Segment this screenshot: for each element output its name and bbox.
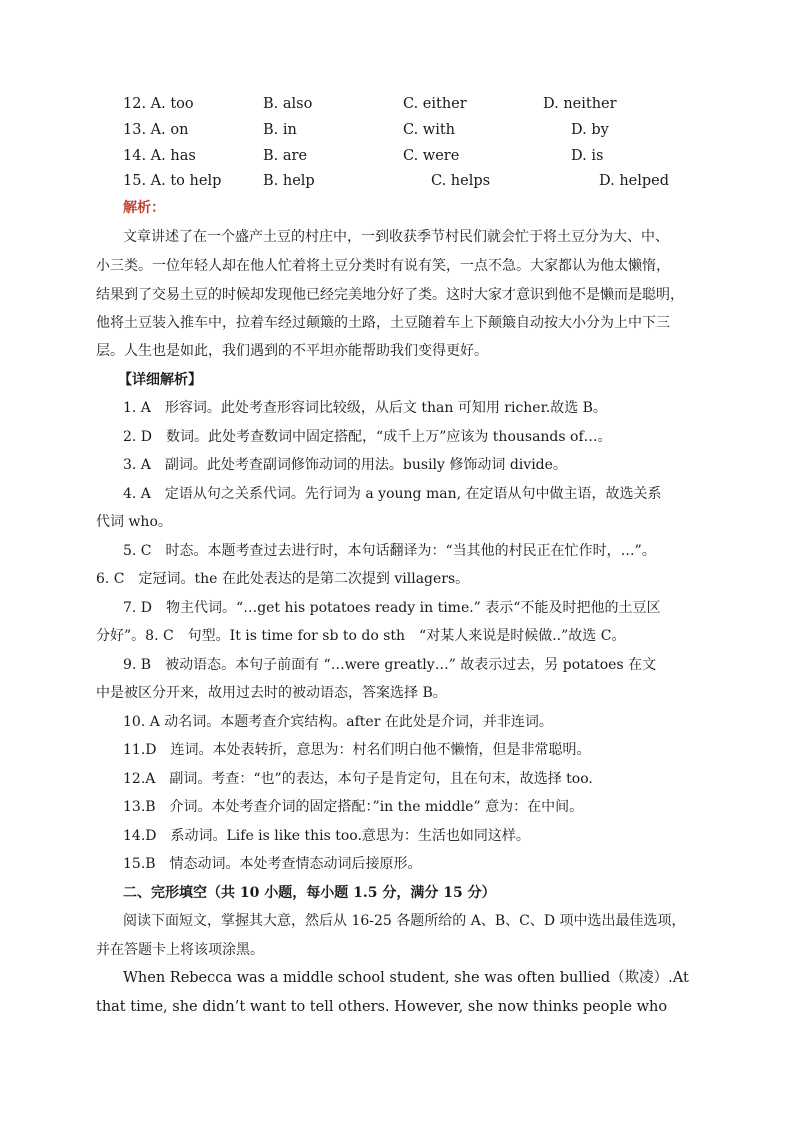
- instruction-line-1: 阅读下面短文，掌握其大意，然后从 16-25 各题所给的 A、B、C、D 项中选出最佳选项，: [123, 913, 686, 929]
- option-a: 13. A. on: [123, 122, 189, 138]
- answer-4-cont: 代词 who。: [96, 514, 172, 530]
- answer-12: 12.A 副词。考查：“也”的表达，本句子是肯定句，且在句末，故选择 too.: [123, 771, 593, 787]
- answer-11: 11.D 连词。本处表转折，意思为：村名们明白他不懒惰，但是非常聪明。: [123, 742, 591, 758]
- answer-10: 10. A 动名词。本题考查介宾结构。after 在此处是介词，并非连词。: [123, 714, 553, 730]
- option-c: C. helps: [431, 173, 491, 189]
- option-c: C. either: [403, 96, 467, 112]
- answer-15: 15.B 情态动词。本处考查情态动词后接原形。: [123, 856, 422, 872]
- answer-9-cont: 中是被区分开来，故用过去时的被动语态，答案选择 B。: [96, 685, 447, 701]
- option-b: B. also: [263, 96, 313, 112]
- option-d: D. neither: [543, 96, 617, 112]
- option-d: D. helped: [599, 173, 670, 189]
- option-b: B. in: [263, 122, 297, 138]
- passage-line-2: that time, she didn’t want to tell others. However, she now thinks people who: [96, 999, 668, 1015]
- option-a: 15. A. to help: [123, 173, 222, 189]
- answer-2: 2. D 数词。此处考查数词中固定搭配，“成千上万”应该为 thousands of…。: [123, 429, 612, 445]
- summary-line-2: 小三类。一位年轻人却在他人忙着将土豆分类时有说有笑，一点不急。大家都认为他太懒惰，: [96, 258, 670, 274]
- option-b: B. are: [263, 148, 308, 164]
- section-heading: 二、完形填空（共 10 小题，每小题 1.5 分，满分 15 分）: [123, 885, 496, 901]
- option-a: 14. A. has: [123, 148, 196, 164]
- option-d: D. is: [571, 148, 604, 164]
- option-a: 12. A. too: [123, 96, 194, 112]
- answer-1: 1. A 形容词。此处考查形容词比较级，从后文 than 可知用 richer.故选 B。: [123, 400, 607, 416]
- option-c: C. with: [403, 122, 456, 138]
- answer-4: 4. A 定语从句之关系代词。先行词为 a young man, 在定语从句中做主语，故选关系: [123, 486, 662, 502]
- summary-line-1: 文章讲述了在一个盛产土豆的村庄中，一到收获季节村民们就会忙于将土豆分为大、中、: [123, 229, 669, 245]
- option-b: B. help: [263, 173, 315, 189]
- detail-heading: 【详细解析】: [118, 372, 202, 388]
- summary-line-4: 他将土豆装入推车中，拉着车经过颠簸的土路，土豆随着车上下颠簸自动按大小分为上中下三: [96, 315, 670, 331]
- option-d: D. by: [571, 122, 609, 138]
- answer-14: 14.D 系动词。Life is like this too.意思为：生活也如同这样。: [123, 828, 530, 844]
- answer-6: 6. C 定冠词。the 在此处表达的是第二次提到 villagers。: [96, 571, 470, 587]
- answer-13: 13.B 介词。本处考查介词的固定搭配：”in the middle” 意为：在中间。: [123, 799, 584, 815]
- option-c: C. were: [403, 148, 460, 164]
- analysis-label: 解析：: [123, 200, 165, 216]
- answer-7: 7. D 物主代词。“…get his potatoes ready in time.” 表示“不能及时把他的土豆区: [123, 600, 661, 616]
- summary-line-3: 结果到了交易土豆的时候却发现他已经完美地分好了类。这时大家才意识到他不是懒而是聪明，: [96, 287, 684, 303]
- summary-line-5: 层。人生也是如此，我们遇到的不平坦亦能帮助我们变得更好。: [96, 343, 488, 359]
- answer-7-8: 分好”。8. C 句型。It is time for sb to do sth “对某人来说是时候做..”故选 C。: [96, 628, 626, 644]
- instruction-line-2: 并在答题卡上将该项涂黑。: [96, 942, 264, 958]
- passage-line-1: When Rebecca was a middle school student, she was often bullied（欺凌）.At: [123, 970, 689, 986]
- answer-3: 3. A 副词。此处考查副词修饰动词的用法。busily 修饰动词 divide。: [123, 457, 567, 473]
- answer-5: 5. C 时态。本题考查过去进行时，本句话翻译为：“当其他的村民正在忙作时，…”。: [123, 543, 656, 559]
- answer-9: 9. B 被动语态。本句子前面有 “…were greatly…” 故表示过去，另 potatoes 在文: [123, 657, 657, 673]
